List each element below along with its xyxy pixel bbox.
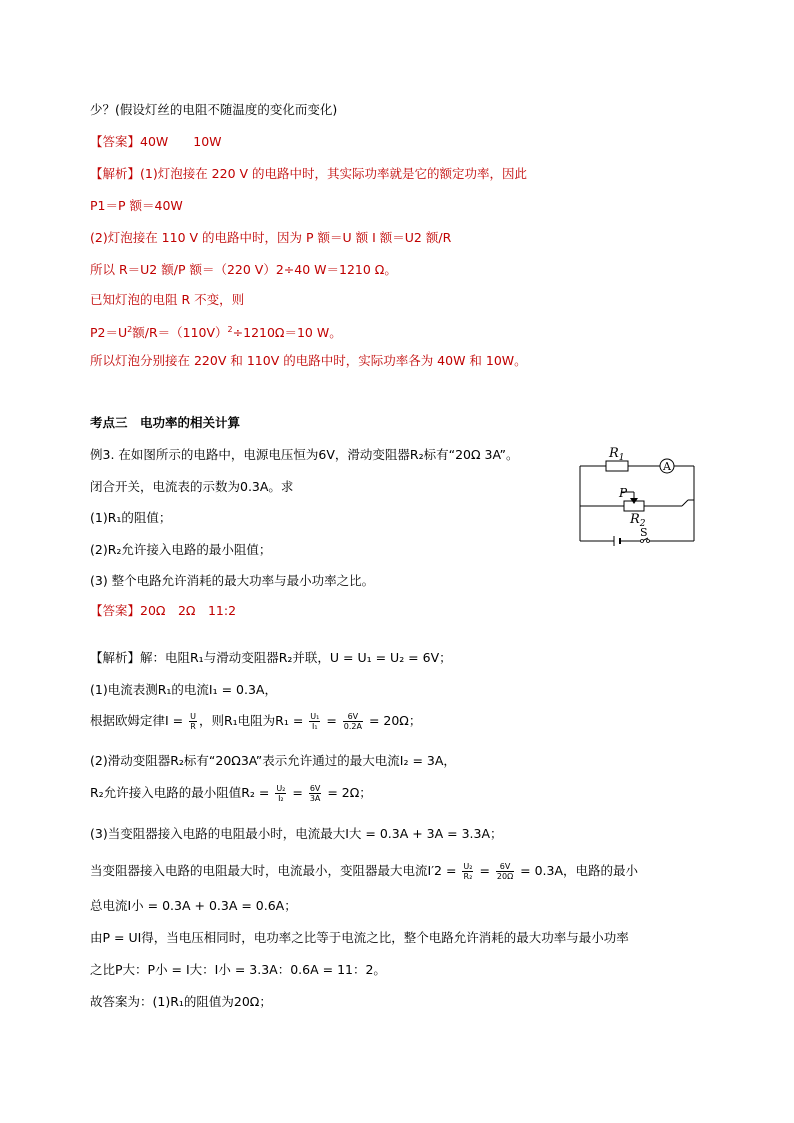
section-title: 考点三 电功率的相关计算 [90,415,241,430]
r1-label: $R_1$ [609,446,625,463]
example-line-1: 例3. 在如图所示的电路中，电源电压恒为6V，滑动变阻器R₂标有“20Ω 3A”。 [90,447,519,462]
solution-line-5: R₂允许接入电路的最小阻值R₂ = $\frac{\text{U₂}}{\text{I₂}}$ = $\frac{6V}{3A}$ = 2Ω； [90,784,372,803]
slider-label: P [619,486,628,500]
switch-label: S [640,526,648,539]
solution-line-10: 之比P大：P小 = I大：I小 = 3.3A：0.6A = 11：2。 [90,962,386,977]
solution-line-8: 总电流I小 = 0.3A + 0.3A = 0.6A； [90,898,297,913]
fraction: $\frac{6V}{20\Omega}$ [496,862,514,881]
solution-line-2: (1)电流表测R₁的电流I₁ = 0.3A， [90,682,277,697]
analysis-line-3: (2)灯泡接在 110 V 的电路中时，因为 P 额＝U 额 I 额＝U2 额/R [90,230,452,245]
circuit-diagram [576,444,700,548]
resistor-r1 [606,461,628,471]
analysis-line-5: 已知灯泡的电阻 R 不变，则 [90,292,245,307]
solution-line-1: 【解析】解：电阻R₁与滑动变阻器R₂并联，U = U₁ = U₂ = 6V； [90,650,452,665]
analysis-line-7: 所以灯泡分别接在 220V 和 110V 的电路中时，实际功率各为 40W 和 10W。 [90,353,527,368]
example-q3: (3) 整个电路允许消耗的最大功率与最小功率之比。 [90,573,375,588]
example-q1: (1)R₁的阻值； [90,510,172,525]
fraction: $\frac{\text{U₂}}{\text{I₂}}$ [276,784,286,803]
answer-line: 【答案】40W 10W [90,134,222,149]
fraction: $\frac{\text{U₁}}{\text{I₁}}$ [310,712,320,731]
ammeter-label: A [663,460,671,473]
fraction: $\frac{\text{U₂}}{\text{R₂}}$ [463,862,473,881]
solution-line-6: (3)当变阻器接入电路的电阻最小时，电流最大I大 = 0.3A + 3A = 3.3A； [90,826,503,841]
fraction: $\frac{6V}{0.2A}$ [343,712,362,731]
question-tail: 少？(假设灯丝的电阻不随温度的变化而变化) [90,102,338,117]
example-q2: (2)R₂允许接入电路的最小阻值； [90,542,272,557]
analysis-line-4: 所以 R＝U2 额/P 额＝（220 V）2÷40 W＝1210 Ω。 [90,262,397,277]
r2-label: $R_2$ [630,512,646,529]
fraction: $\frac{6V}{3A}$ [309,784,321,803]
analysis-line-1: 【解析】(1)灯泡接在 220 V 的电路中时，其实际功率就是它的额定功率，因此 [90,166,528,181]
switch-icon [641,540,644,543]
solution-line-3: 根据欧姆定律I = $\frac{U}{R}$ ，则R₁电阻为R₁ = $\frac{\text{U₁}}{\text{I₁}}$ = $\frac{6V}{0.2A}$ = 20Ω； [90,712,422,731]
fraction: $\frac{U}{R}$ [190,712,196,731]
solution-line-7: 当变阻器接入电路的电阻最大时，电流最小，变阻器最大电流I′2 = $\frac{\text{U₂}}{\text{R₂}}$ = $\frac{6V}{20\Omega}$ = 0.3A，电路的最小 [90,862,639,881]
solution-line-9: 由P = UI得，当电压相同时，电功率之比等于电流之比，整个电路允许消耗的最大功率与最小功率 [90,930,629,945]
analysis-line-2: P1＝P 额＝40W [90,198,183,213]
example-line-2: 闭合开关，电流表的示数为0.3A。求 [90,479,294,494]
solution-line-11: 故答案为：(1)R₁的阻值为20Ω； [90,994,272,1009]
example-answer: 【答案】20Ω 2Ω 11:2 [90,603,237,618]
analysis-line-6: $P2=U^2$额$/R=(110V)^2\div 1210\Omega=10$ W。 [90,325,342,341]
solution-line-4: (2)滑动变阻器R₂标有“20Ω3A”表示允许通过的最大电流I₂ = 3A， [90,753,456,768]
